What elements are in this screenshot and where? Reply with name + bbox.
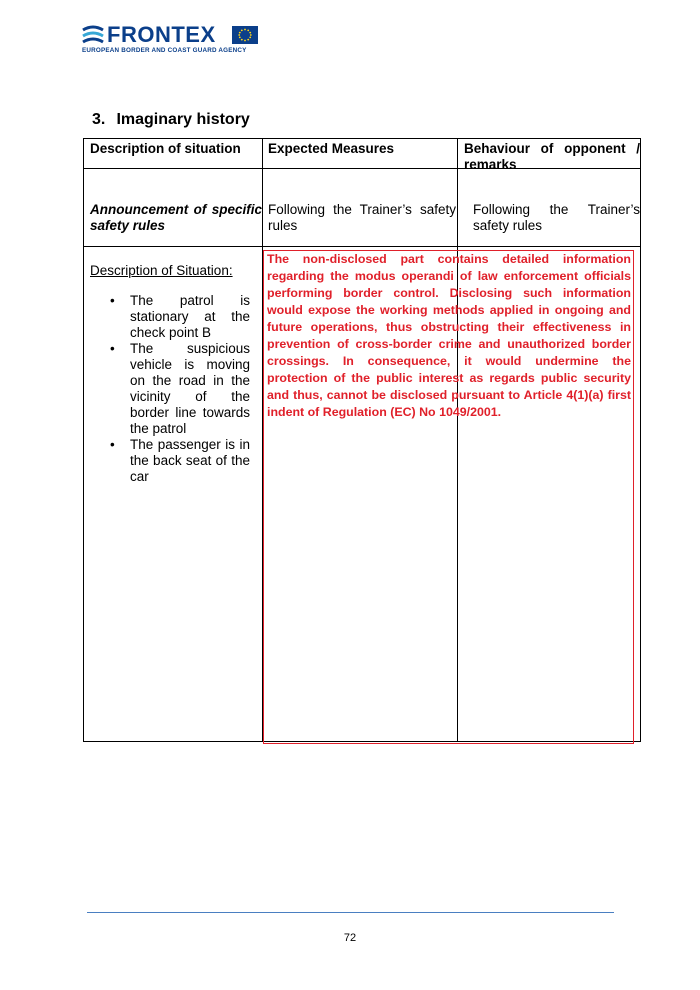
footer-divider xyxy=(87,912,614,913)
row2-description xyxy=(90,263,258,485)
logo-subtitle: EUROPEAN BORDER AND COAST GUARD AGENCY xyxy=(82,47,247,54)
header-description: Description of situation xyxy=(90,141,241,156)
row1-situation: Announcement of specific safety rules xyxy=(90,202,262,233)
redaction-notice: The non-disclosed part contains detailed information regarding the modus operandi of law enforcement officials performing border control. Disclosing such information would expose the working methods applied in ongoing and future operations, thus obstructing their effectiveness in prevention of cross-border crime and unauthorized border crossings. In consequence, it would undermine the protection of the public interest as regards public security and thus, cannot be disclosed pursuant to Article 4(1)(a) first indent of Regulation (EC) No 1049/2001. xyxy=(267,252,631,419)
logo-wordmark: FRONTEX xyxy=(107,22,216,47)
eu-flag-icon xyxy=(232,26,258,44)
list-item: • The suspicious vehicle is moving on the road in the vicinity of the border line towards the patrol xyxy=(90,341,250,437)
frontex-waves-icon xyxy=(82,24,104,46)
section-heading xyxy=(92,110,250,130)
section-number: 3. xyxy=(92,111,106,128)
redaction-box xyxy=(263,250,634,744)
page-number: 72 xyxy=(343,932,357,944)
row-divider xyxy=(84,246,640,247)
frontex-logo xyxy=(82,22,262,56)
header-behaviour: Behaviour of opponent / remarks xyxy=(464,141,640,172)
section-title: Imaginary history xyxy=(116,111,250,128)
list-item: • The passenger is in the back seat of the car xyxy=(90,437,250,485)
list-item: • The patrol is stationary at the check point B xyxy=(90,293,250,341)
row1-measures: Following the Trainer’s safety rules xyxy=(268,202,456,233)
description-title: Description of Situation: xyxy=(90,263,233,278)
row1-behaviour: Following the Trainer’s safety rules xyxy=(473,202,640,233)
situation-bullets xyxy=(90,293,250,485)
header-measures: Expected Measures xyxy=(268,141,395,156)
